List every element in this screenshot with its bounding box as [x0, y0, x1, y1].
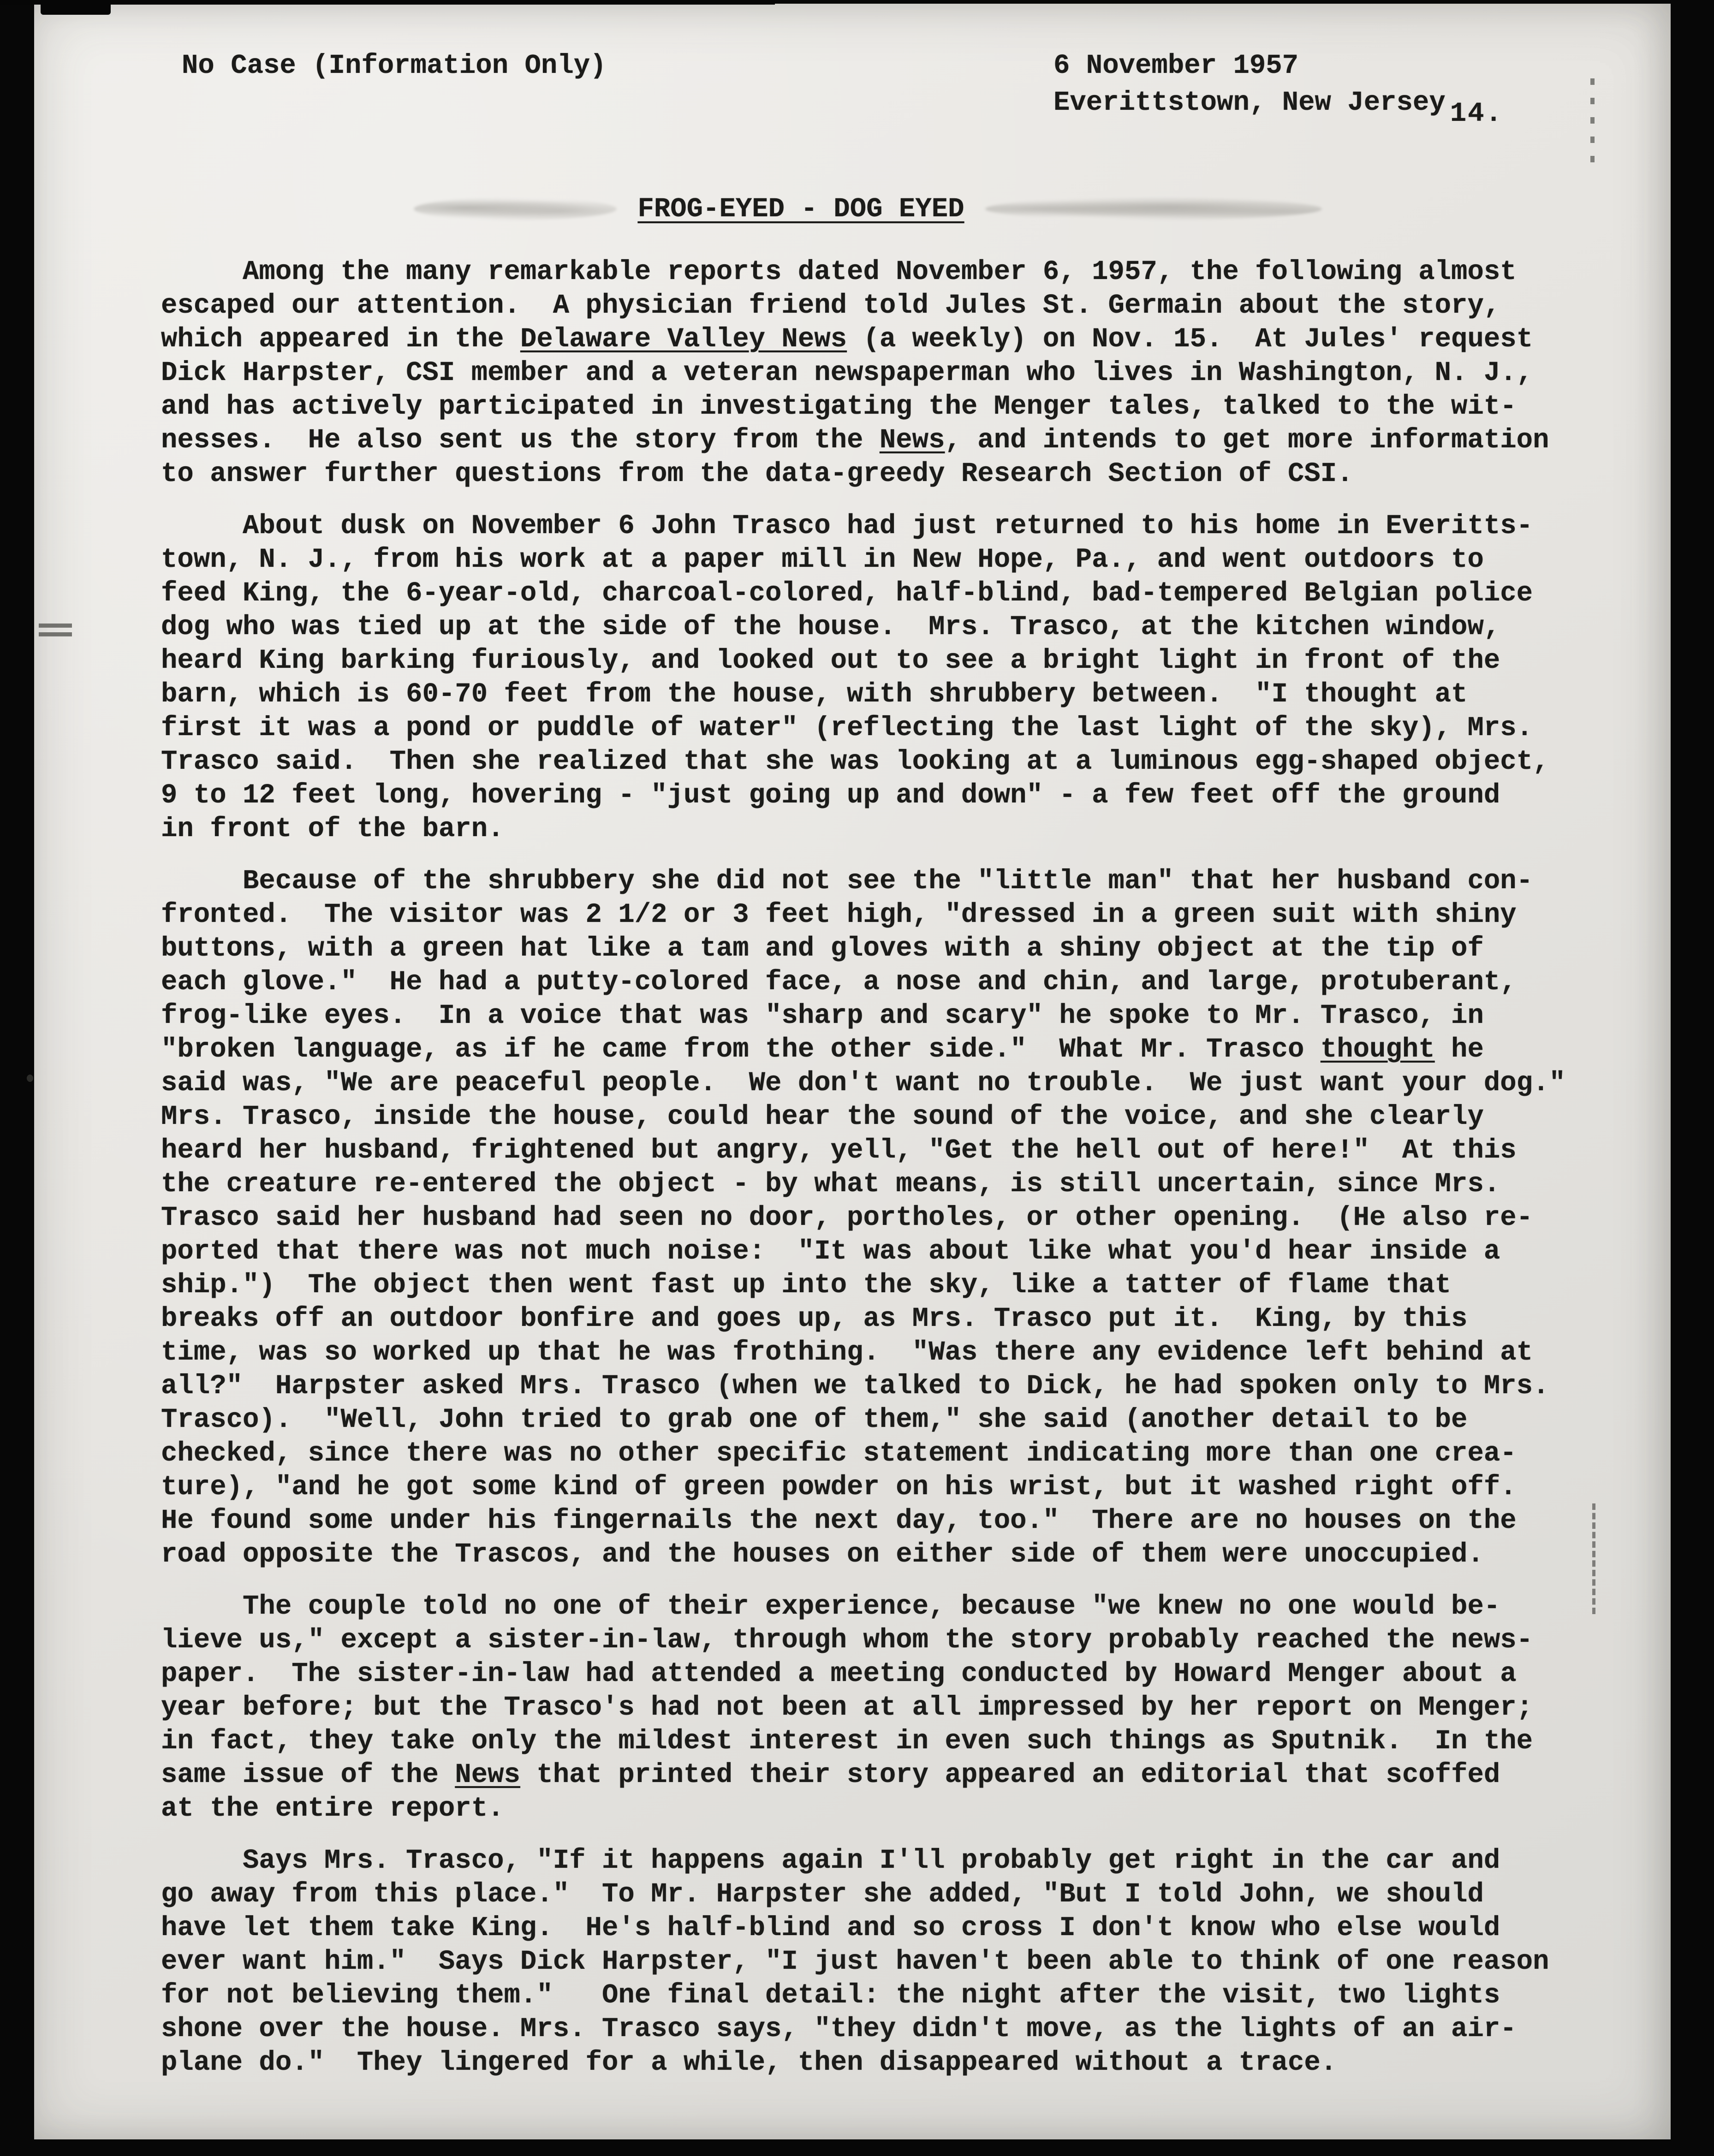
text-line: plane do." They lingered for a while, then disappeared without a trace. [161, 2047, 1337, 2078]
scan-smudge [414, 198, 617, 220]
text-line: in fact, they take only the mildest interest in even such things as Sputnik. In the [161, 1726, 1533, 1757]
text-line: each glove." He had a putty-colored face, a nose and chin, and large, protuberant, [161, 967, 1517, 998]
page-number: 14. [1450, 98, 1503, 129]
text-line: checked, since there was no other specific statement indicating more than one crea- [161, 1438, 1517, 1469]
text-line: Mrs. Trasco, inside the house, could hear the sound of the voice, and she clearly [161, 1101, 1484, 1132]
text-line: 9 to 12 feet long, hovering - "just going up and down" - a few feet off the ground [161, 780, 1500, 811]
text-line: nesses. He also sent us the story from the News, and intends to get more information [161, 425, 1549, 456]
header-line [161, 84, 1575, 129]
text-line: go away from this place." To Mr. Harpster she added, "But I told John, we should [161, 1879, 1484, 1910]
text-line: Says Mrs. Trasco, "If it happens again I'll probably get right in the car and [161, 1845, 1500, 1876]
text-line: road opposite the Trascos, and the houses on either side of them were unoccupied. [161, 1539, 1484, 1570]
document-header [161, 48, 1575, 129]
scan-artifact-right-dash [1592, 1503, 1595, 1614]
text-line: for not believing them." One final detail: the night after the visit, two lights [161, 1980, 1500, 2011]
scan-smudge [985, 198, 1322, 220]
document-body [161, 255, 1575, 2079]
text-line: have let them take King. He's half-blind and so cross I don't know who else would [161, 1912, 1500, 1943]
scan-artifact-left-mark [39, 624, 72, 636]
paragraph [161, 1844, 1575, 2079]
text-line: shone over the house. Mrs. Trasco says, "they didn't move, as the lights of an air- [161, 2013, 1517, 2044]
text-line: Trasco said. Then she realized that she was looking at a luminous egg-shaped object, [161, 746, 1549, 777]
text-line: feed King, the 6-year-old, charcoal-colored, half-blind, bad-tempered Belgian police [161, 578, 1533, 609]
document-title: FROG-EYED - DOG EYED [637, 193, 964, 225]
title-row [161, 190, 1575, 227]
text-line: Among the many remarkable reports dated November 6, 1957, the following almost [161, 256, 1517, 287]
paragraph [161, 509, 1575, 846]
text-line: frog-like eyes. In a voice that was "sharp and scary" he spoke to Mr. Trasco, in [161, 1000, 1484, 1031]
text-line: buttons, with a green hat like a tam and gloves with a shiny object at the tip of [161, 933, 1484, 964]
text-line: Trasco said her husband had seen no door, portholes, or other opening. (He also re- [161, 1202, 1533, 1233]
header-line [161, 48, 1575, 84]
text-line: which appeared in the Delaware Valley News (a weekly) on Nov. 15. At Jules' request [161, 324, 1533, 355]
text-line: the creature re-entered the object - by what means, is still uncertain, since Mrs. [161, 1169, 1500, 1200]
text-line: ever want him." Says Dick Harpster, "I just haven't been able to think of one reason [161, 1946, 1549, 1977]
text-line: ship.") The object then went fast up into the sky, like a tatter of flame that [161, 1270, 1452, 1301]
text-line: "broken language, as if he came from the other side." What Mr. Trasco thought he [161, 1034, 1484, 1065]
text-line: in front of the barn. [161, 814, 504, 844]
text-line: and has actively participated in investigating the Menger tales, talked to the wit- [161, 391, 1517, 422]
text-line: ture), "and he got some kind of green powder on his wrist, but it washed right off. [161, 1472, 1517, 1503]
report-location [1053, 84, 1503, 129]
text-line: to answer further questions from the data-greedy Research Section of CSI. [161, 458, 1353, 489]
paragraph [161, 864, 1575, 1571]
text-line: at the entire report. [161, 1793, 504, 1824]
text-line: ported that there was not much noise: "It was about like what you'd hear inside a [161, 1236, 1500, 1267]
paper-sheet [34, 4, 1671, 2139]
scan-artifact-top-line [0, 0, 775, 5]
paragraph [161, 255, 1575, 491]
text-line: He found some under his fingernails the next day, too." There are no houses on the [161, 1505, 1517, 1536]
text-line: About dusk on November 6 John Trasco had just returned to his home in Everitts- [161, 511, 1533, 541]
text-line: barn, which is 60-70 feet from the house, with shrubbery between. "I thought at [161, 679, 1468, 710]
text-line: heard her husband, frightened but angry, yell, "Get the hell out of here!" At this [161, 1135, 1517, 1166]
text-line: dog who was tied up at the side of the house. Mrs. Trasco, at the kitchen window, [161, 612, 1500, 642]
text-line: town, N. J., from his work at a paper mill in New Hope, Pa., and went outdoors to [161, 544, 1484, 575]
text-line: year before; but the Trasco's had not been at all impressed by her report on Menger; [161, 1692, 1533, 1723]
text-line: fronted. The visitor was 2 1/2 or 3 feet high, "dressed in a green suit with shiny [161, 899, 1517, 930]
text-line: same issue of the News that printed their story appeared an editorial that scoffed [161, 1759, 1500, 1790]
text-line: escaped our attention. A physician friend told Jules St. Germain about the story, [161, 290, 1500, 321]
location-text: Everittstown, New Jersey [1053, 87, 1446, 118]
paragraph [161, 1590, 1575, 1825]
text-line: Because of the shrubbery she did not see the "little man" that her husband con- [161, 866, 1533, 897]
report-date: 6 November 1957 [1053, 50, 1299, 81]
text-line: Dick Harpster, CSI member and a veteran newspaperman who lives in Washington, N. J., [161, 357, 1533, 388]
text-line: Trasco). "Well, John tried to grab one of them," she said (another detail to be [161, 1404, 1468, 1435]
text-line: The couple told no one of their experience, because "we knew no one would be- [161, 1591, 1500, 1622]
scan-artifact-right-dots [1590, 78, 1595, 175]
typewritten-content [161, 48, 1575, 2098]
scan-artifact-left-dot [27, 1075, 33, 1082]
text-line: first it was a pond or puddle of water" (reflecting the last light of the sky), Mrs. [161, 713, 1533, 743]
text-line: heard King barking furiously, and looked out to see a bright light in front of the [161, 645, 1500, 676]
text-line: paper. The sister-in-law had attended a meeting conducted by Howard Menger about a [161, 1658, 1517, 1689]
scan-artifact-top-mark [41, 0, 111, 15]
text-line: said was, "We are peaceful people. We don't want no trouble. We just want your dog." [161, 1068, 1565, 1099]
text-line: all?" Harpster asked Mrs. Trasco (when we talked to Dick, he had spoken only to Mrs. [161, 1371, 1549, 1402]
text-line: breaks off an outdoor bonfire and goes up, as Mrs. Trasco put it. King, by this [161, 1303, 1468, 1334]
text-line: time, was so worked up that he was frothing. "Was there any evidence left behind at [161, 1337, 1533, 1368]
case-label: No Case (Information Only) [182, 50, 607, 81]
text-line: lieve us," except a sister-in-law, through whom the story probably reached the news- [161, 1625, 1533, 1656]
